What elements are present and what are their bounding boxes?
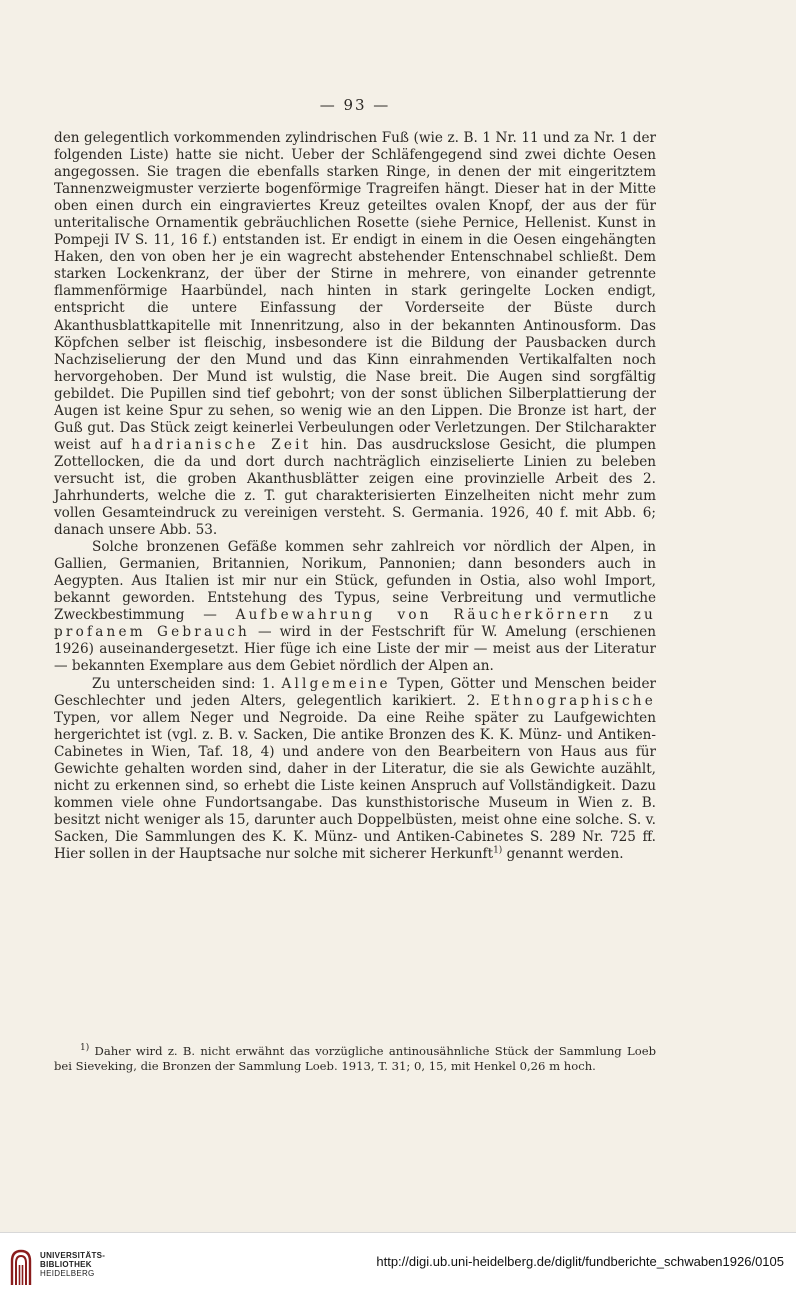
spaced-emphasis: hadrianische Zeit <box>131 436 312 453</box>
footnote-reference: 1) <box>493 845 503 856</box>
footnote-marker: 1) <box>80 1043 90 1054</box>
text-run: Typen, Götter und Menschen beider Geschlechter und jeden Alters, gelegentlich karikiert. 2. <box>54 675 656 709</box>
text-run: Zu unterscheiden sind: 1. <box>92 675 282 692</box>
library-logo-icon[interactable] <box>8 1247 34 1287</box>
text-run: hin. Das ausdruckslose Gesicht, die plumpen Zottellocken, die da und dort durch nachträglich einziselierte Linien zu beleben versucht ist, die groben Akanthusblätter zeigen eine provinzielle Arbeit des 2. Jahrhunderts, welche die z. T. gut charakterisierten Einzelheiten nicht mehr zum vollen Gesamteindruck zu vereinigen versteht. S. Germania. 1926, 40 f. mit Abb. 6; danach unsere Abb. 53. <box>54 436 656 539</box>
text-run: den gelegentlich vorkommenden zylindrischen Fuß (wie z. B. 1 Nr. 11 und za Nr. 1 der folgenden Liste) hatte sie nicht. Ueber der Schläfengegend sind zwei dichte Oesen angegossen. Sie tragen die ebenfalls starken Ringe, in denen der mit eingeritztem Tannenzweigmuster verzierte bogenförmige Tragreifen hängt. Dieser hat in der Mitte oben einen durch ein eingraviertes Kreuz geteiltes ovalen Knopf, der aus der für unteritalische Ornamentik gebräuchlichen Rosette (siehe Pernice, Hellenist. Kunst in Pompeji IV S. 11, 16 f.) entstanden ist. Er endigt in einem in die Oesen eingehängten Haken, den von oben her je ein wagrecht abstehender Entenschnabel schließt. Dem starken Lockenkranz, der über der Stirne in mehrere, von einander getrennte flammenförmige Haarbündel, nach hinten in stark geringelte Locken endigt, entspricht die untere Einfassung der Vorderseite der Büste durch Akanthusblattkapitelle mit Innenritzung, also in der bekannten Antinousform. Das Köpfchen selber ist fleischig, insbesondere ist die Bildung der Pausbacken durch Nachziselierung der den Mund und das Kinn einrahmenden Vertikalfalten noch hervorgehoben. Der Mund ist wulstig, die Nase breit. Die Augen sind sorgfältig gebildet. Die Pupillen sind tief gebohrt; von der sonst üblichen Silberplattierung der Augen ist keine Spur zu sehen, so wenig wie an den Lippen. Die Bronze ist hart, der Guß gut. Das Stück zeigt keinerlei Verbeulungen oder Verletzungen. Der Stilcharakter weist auf <box>54 130 656 453</box>
paragraph-2 <box>54 539 656 675</box>
paragraph-3 <box>54 676 656 864</box>
library-logo-text <box>40 1251 105 1278</box>
spaced-emphasis: Aufbewahrung von Räucherkörnern zu profanem Gebrauch <box>54 607 656 641</box>
spaced-emphasis: Allgemeine <box>281 675 391 692</box>
footnote <box>54 1044 656 1074</box>
permalink-url[interactable]: http://digi.ub.uni-heidelberg.de/diglit/fundberichte_schwaben1926/0105 <box>376 1254 784 1269</box>
body-text <box>54 130 656 863</box>
logo-line-1: UNIVERSITÄTS- <box>40 1251 106 1260</box>
paragraph-1 <box>54 130 656 539</box>
logo-line-2: BIBLIOTHEK <box>40 1260 92 1269</box>
logo-line-3: HEIDELBERG <box>40 1269 95 1278</box>
text-run: Typen, vor allem Neger und Negroide. Da eine Reihe später zu Laufgewichten hergerichtet ist (vgl. z. B. v. Sacken, Die antike Bronzen des K. K. Münz- und Antiken-Cabinetes in Wien, Taf. 18, 4) und andere von den Bearbeitern von Haus aus für Gewichte gehalten worden sind, daher in der Literatur, die sie als Gewichte auzählt, nicht zu erkennen sind, so erhebt die Liste keinen Anspruch auf Vollständigkeit. Dazu kommen viele ohne Fundortsangabe. Das kunsthistorische Museum in Wien z. B. besitzt nicht weniger als 15, darunter auch Doppelbüsten, meist ohne eine solche. S. v. Sacken, Die Sammlungen des K. K. Münz- und Antiken-Cabinetes S. 289 Nr. 725 ff. Hier sollen in der Hauptsache nur solche mit sicherer Herkunft <box>54 709 656 862</box>
viewer-footer <box>0 1232 796 1301</box>
page-number: — 93 — <box>319 96 391 114</box>
footnote-text: Daher wird z. B. nicht erwähnt das vorzügliche antinousähnliche Stück der Sammlung Loeb bei Sieveking, die Bronzen der Sammlung Loeb. 1913, T. 31; 0, 15, mit Henkel 0,26 m hoch. <box>54 1044 656 1074</box>
text-run: Solche bronzenen Gefäße kommen sehr zahlreich vor nördlich der Alpen, in Gallien, Germanien, Britannien, Norikum, Pannonien; dann besonders auch in Aegypten. Aus Italien ist mir nur ein Stück, gefunden in Ostia, also wohl Import, bekannt geworden. Entstehung des Typus, seine Verbreitung und vermutliche Zweckbestimmung — <box>54 539 656 624</box>
text-run: genannt werden. <box>502 845 624 862</box>
text-run: — wird in der Festschrift für W. Amelung (erschienen 1926) auseinandergesetzt. Hier füge ich eine Liste der mir — meist aus der Literatur — bekannten Exemplare aus dem Gebiet nördlich der Alpen an. <box>54 624 656 675</box>
spaced-emphasis: Ethnographische <box>490 692 656 709</box>
